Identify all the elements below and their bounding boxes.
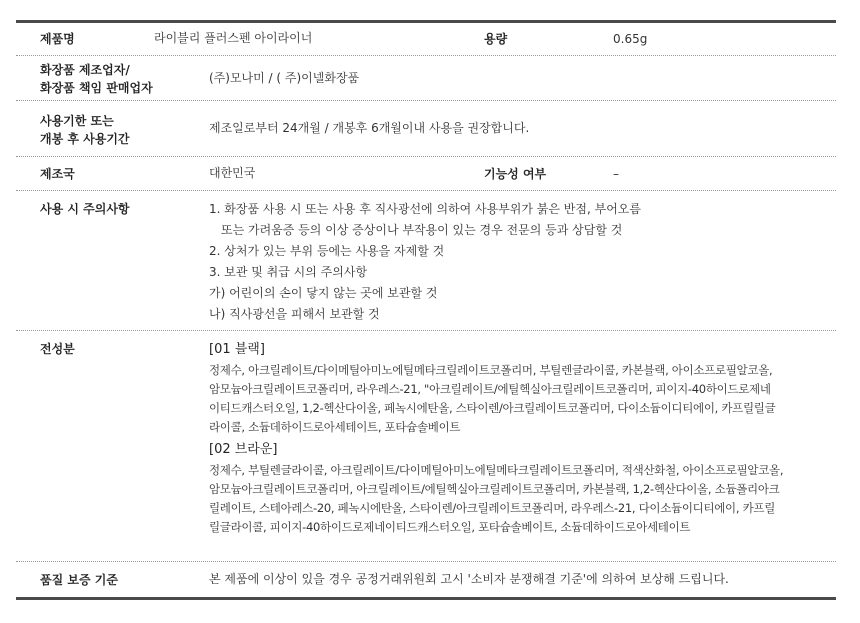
quality-value: 본 제품에 이상이 있을 경우 공정거래위원회 고시 '소비자 분쟁해결 기준'에 의하여 보상해 드립니다. <box>209 572 729 586</box>
brown-ingredients-line: 암모늄아크릴레이트코폴리머, 아크릴레이트/에틸헥실아크릴레이트코폴리머, 카본블랙, 1,2-헥산다이올, 소듐폴리아크 <box>209 482 780 496</box>
black-ingredients-line: 라이콜, 소듐데하이드로아세테이트, 포타슘솔베이트 <box>209 420 461 434</box>
manufacturer-label-line-1: 화장품 제조업자/ <box>40 63 130 77</box>
brown-ingredients-line: 릴레이트, 스테아레스-20, 페녹시에탄올, 스타이렌/아크릴레이트코폴리머, 라우레스-21, 다이소듐이디티에이, 카프릴 <box>209 501 776 515</box>
brown-ingredients-line: 정제수, 부틸렌글라이콜, 아크릴레이트/다이메틸아미노에틸메타크릴레이트코폴리머, 적색산화철, 아이소프로필알코올, <box>209 463 784 477</box>
caution-line: 2. 상처가 있는 부위 등에는 사용을 자제할 것 <box>209 244 445 258</box>
caution-line: 3. 보관 및 취급 시의 주의사항 <box>209 265 368 279</box>
caution-line: 가) 어린이의 손이 닿지 않는 곳에 보관할 것 <box>209 286 438 300</box>
brown-ingredients-line: 릴글라이콜, 피이지-40하이드로제네이티드캐스터오일, 포타슘솔베이트, 소듐데하이드로아세테이트 <box>209 520 691 534</box>
expiry-label-line-1: 사용기한 또는 <box>40 114 114 128</box>
manufacturer-label-line-2: 화장품 책임 판매업자 <box>40 81 153 95</box>
caution-line: 1. 화장품 사용 시 또는 사용 후 직사광선에 의하여 사용부위가 붉은 반점, 부어오름 <box>209 202 641 216</box>
row-origin <box>16 157 836 191</box>
capacity-value: 0.65g <box>613 32 648 46</box>
row-expiry <box>16 101 836 157</box>
row-caution <box>16 191 836 331</box>
ingredients-content <box>209 339 845 537</box>
caution-line: 또는 가려움증 등의 이상 증상이나 부작용이 있는 경우 전문의 등과 상담할 것 <box>221 223 623 237</box>
caution-label: 사용 시 주의사항 <box>40 202 130 216</box>
product-info-table <box>16 20 836 600</box>
manufacturer-label <box>40 61 153 97</box>
expiry-label <box>40 112 130 148</box>
caution-line: 나) 직사광선을 피해서 보관할 것 <box>209 307 380 321</box>
caution-list <box>209 199 641 325</box>
expiry-value: 제조일로부터 24개월 / 개봉후 6개월이내 사용을 권장합니다. <box>209 121 530 135</box>
row-product-name <box>16 23 836 56</box>
functional-label: 기능성 여부 <box>484 167 547 181</box>
quality-label: 품질 보증 기준 <box>40 573 118 587</box>
brown-ingredients-title: [02 브라운] <box>209 442 278 457</box>
table-bottom-rule <box>16 597 836 600</box>
black-ingredients-line: 이티드캐스터오일, 1,2-헥산다이올, 페녹시에탄올, 스타이렌/아크릴레이트코폴리머, 다이소듐이디티에이, 카프릴릴글 <box>209 401 776 415</box>
manufacturer-value: (주)모나미 / ( 주)이넬화장품 <box>209 71 360 85</box>
black-ingredients-line: 암모늄아크릴레이트코폴리머, 라우레스-21, "아크릴레이트/에틸헥실아크릴레이트코폴리머, 피이지-40하이드로제네 <box>209 382 771 396</box>
functional-value: – <box>613 167 619 181</box>
expiry-label-line-2: 개봉 후 사용기간 <box>40 132 130 146</box>
black-ingredients-line: 정제수, 아크릴레이트/다이메틸아미노에틸메타크릴레이트코폴리머, 부틸렌글라이콜, 카본블랙, 아이소프로필알코올, <box>209 363 773 377</box>
row-ingredients <box>16 331 836 562</box>
product-name-label: 제품명 <box>40 32 75 46</box>
black-ingredients-title: [01 블랙] <box>209 342 265 357</box>
origin-label: 제조국 <box>40 167 75 181</box>
origin-value: 대한민국 <box>209 166 256 180</box>
row-manufacturer <box>16 56 836 101</box>
capacity-label: 용량 <box>484 32 508 46</box>
row-quality <box>16 562 836 597</box>
ingredients-label: 전성분 <box>40 342 75 356</box>
product-name-value: 라이블리 플러스펜 아이라이너 <box>154 31 313 45</box>
